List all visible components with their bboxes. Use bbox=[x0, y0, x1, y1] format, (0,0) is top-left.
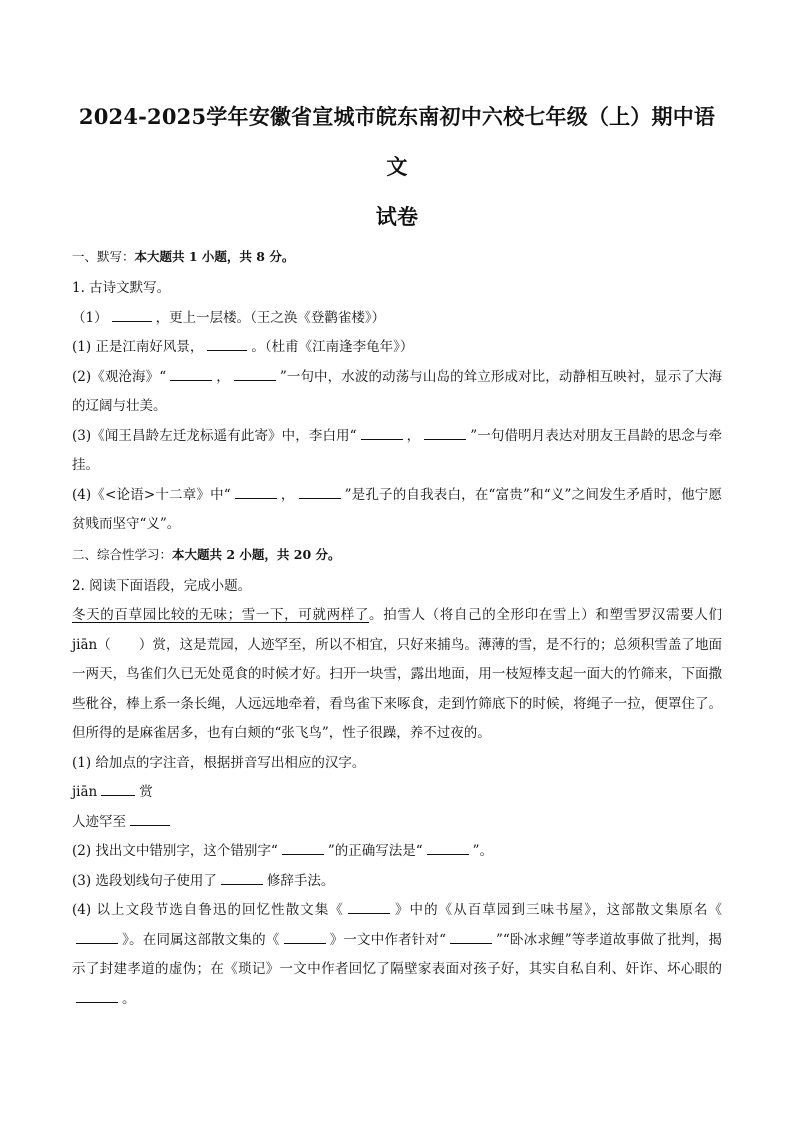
answer-blank[interactable] bbox=[450, 931, 492, 944]
answer-blank[interactable] bbox=[361, 427, 403, 440]
q2-sub-1b bbox=[72, 808, 722, 838]
answer-blank[interactable] bbox=[221, 872, 263, 885]
answer-blank[interactable] bbox=[101, 783, 135, 796]
q1-item-5 bbox=[72, 481, 722, 540]
q1-item-4-mid: ， bbox=[406, 427, 421, 444]
q1-item-1-label: （1） bbox=[72, 309, 108, 326]
title-line-1: 2024-2025学年安徽省宣城市皖东南初中六校七年级（上）期中语文 bbox=[78, 104, 716, 179]
answer-blank[interactable] bbox=[348, 901, 390, 914]
q2-stem: 2. 阅读下面语段，完成小题。 bbox=[72, 577, 252, 594]
page-title bbox=[72, 92, 722, 242]
q2-sub-4-part-1: (4) 以上文段节选自鲁迅的回忆性散文集《 bbox=[72, 902, 344, 918]
q1-item-2-rest: 。（杜甫《江南逢李龟年》） bbox=[251, 339, 414, 355]
answer-blank[interactable] bbox=[282, 842, 324, 855]
q1-item-3 bbox=[72, 363, 722, 422]
q1-item-3-post: ”一句中，水波的动荡与山岛的耸立形成对比，动静相互映衬，显示了大海的辽阔与壮美。 bbox=[72, 368, 722, 414]
answer-blank[interactable] bbox=[76, 931, 118, 944]
passage-underlined-sentence: 冬天的百草园比较的无味；雪一下，可就两样了 bbox=[72, 607, 370, 623]
q1-item-4-pre: (3)《闻王昌龄左迁龙标遥有此寄》中，李白用“ bbox=[72, 427, 357, 444]
q1-stem: 1. 古诗文默写。 bbox=[72, 280, 171, 296]
q2-sub-4-part-2: 》中的《从百草园到三味书屋》，这部散文集原名《 bbox=[393, 902, 722, 918]
answer-blank[interactable] bbox=[234, 368, 276, 381]
q2-sub-1a-text: 赏 bbox=[139, 784, 153, 800]
q2-sub-2 bbox=[72, 837, 722, 867]
answer-blank[interactable] bbox=[235, 486, 277, 499]
q2-sub-2-pre: (2) 找出文中错别字，这个错别字“ bbox=[72, 843, 278, 859]
passage-part-1: 。拍雪人（将自己的全形印在雪上）和塑雪罗汉需要人们 jiān（ bbox=[72, 607, 723, 653]
section-2-info: 本大题共 2 小题，共 20 分。 bbox=[172, 546, 341, 562]
q2-sub-4-part-3: 》。在同属这部散文集的《 bbox=[122, 931, 280, 948]
q2-sub-4-part-4: 》一文中作者针对“ bbox=[329, 931, 447, 948]
q1-item-2 bbox=[72, 333, 722, 363]
section-1-info: 本大题共 1 小题，共 8 分。 bbox=[134, 249, 295, 264]
q2-passage bbox=[72, 601, 722, 749]
q2-sub-4 bbox=[72, 896, 722, 1014]
answer-blank[interactable] bbox=[112, 309, 152, 322]
q1-item-4 bbox=[72, 422, 722, 481]
q2-sub-4-part-5: ”“卧冰求鲤”等孝道故事做了批判，揭示了封建孝道的虚伪；在《琐记》一文中作者回忆了隔壁家表面对孩子好，其实自私自利、奸诈、坏心眼的 bbox=[72, 931, 723, 977]
q1-item-5-mid: ， bbox=[280, 486, 295, 503]
section-2-heading bbox=[72, 548, 722, 562]
q2-sub-3-pre: (3) 选段划线句子使用了 bbox=[72, 872, 217, 889]
exam-page bbox=[72, 92, 722, 1014]
answer-blank[interactable] bbox=[207, 338, 247, 351]
section-2-prefix: 二、综合性学习： bbox=[72, 546, 173, 562]
q1-item-1 bbox=[72, 304, 722, 334]
pinyin: jiān bbox=[72, 784, 98, 800]
answer-blank[interactable] bbox=[76, 990, 118, 1003]
q1-item-2-text: (1) 正是江南好风景， bbox=[72, 339, 204, 355]
q2-sub-3 bbox=[72, 867, 722, 897]
answer-blank[interactable] bbox=[299, 486, 341, 499]
q2-sub-1b-text: 人迹罕至 bbox=[72, 813, 126, 830]
q1-item-3-pre: (2)《观沧海》“ bbox=[72, 368, 167, 385]
section-1-heading bbox=[72, 250, 722, 264]
q2-sub-2-post: ”。 bbox=[472, 843, 494, 859]
q2-sub-2-mid: ”的正确写法是“ bbox=[327, 843, 423, 859]
answer-blank[interactable] bbox=[424, 427, 466, 440]
q2-sub-4-part-6: 。 bbox=[122, 990, 136, 1007]
q1-item-5-pre: (4)《<论语>十二章》中“ bbox=[72, 486, 231, 503]
section-1-prefix: 一、默写： bbox=[72, 249, 135, 264]
q1-item-1-text: ，更上一层楼。（王之涣《登鹳雀楼》） bbox=[155, 309, 386, 326]
answer-blank[interactable] bbox=[427, 842, 469, 855]
q2-sub-1a bbox=[72, 778, 722, 808]
q2-sub-3-post: 修辞手法。 bbox=[266, 872, 335, 889]
answer-blank[interactable] bbox=[170, 368, 212, 381]
passage-part-2: ）赏，这是荒园，人迹罕至，所以不相宜，只好来捕鸟。薄薄的雪，是不行的；总须积雪盖了地面一两天，鸟雀们久已无处觅食的时候才好。扫开一块雪，露出地面，用一枝短棒支起一面大的竹筛来，下面撒些秕谷，棒上系一条长绳，人远远地牵着，看鸟雀下来啄食，走到竹筛底下的时候，将绳子一拉，便罩住了。但所得的是麻雀居多，也有白颊的“张飞鸟”，性子很躁，养不过夜的。 bbox=[72, 636, 723, 741]
answer-blank[interactable] bbox=[130, 813, 170, 826]
title-line-2: 试卷 bbox=[375, 204, 419, 229]
q1-item-5-post: ”是孔子的自我表白，在“富贵”和“义”之间发生矛盾时，他宁愿贫贱而坚守“义”。 bbox=[72, 486, 722, 532]
answer-blank[interactable] bbox=[284, 931, 326, 944]
q1-item-3-mid: ， bbox=[216, 368, 230, 385]
q2-sub-1: (1) 给加点的字注音，根据拼音写出相应的汉字。 bbox=[72, 754, 366, 771]
q1-item-4-post: ”一句借明月表达对朋友王昌龄的思念与牵挂。 bbox=[72, 427, 722, 473]
